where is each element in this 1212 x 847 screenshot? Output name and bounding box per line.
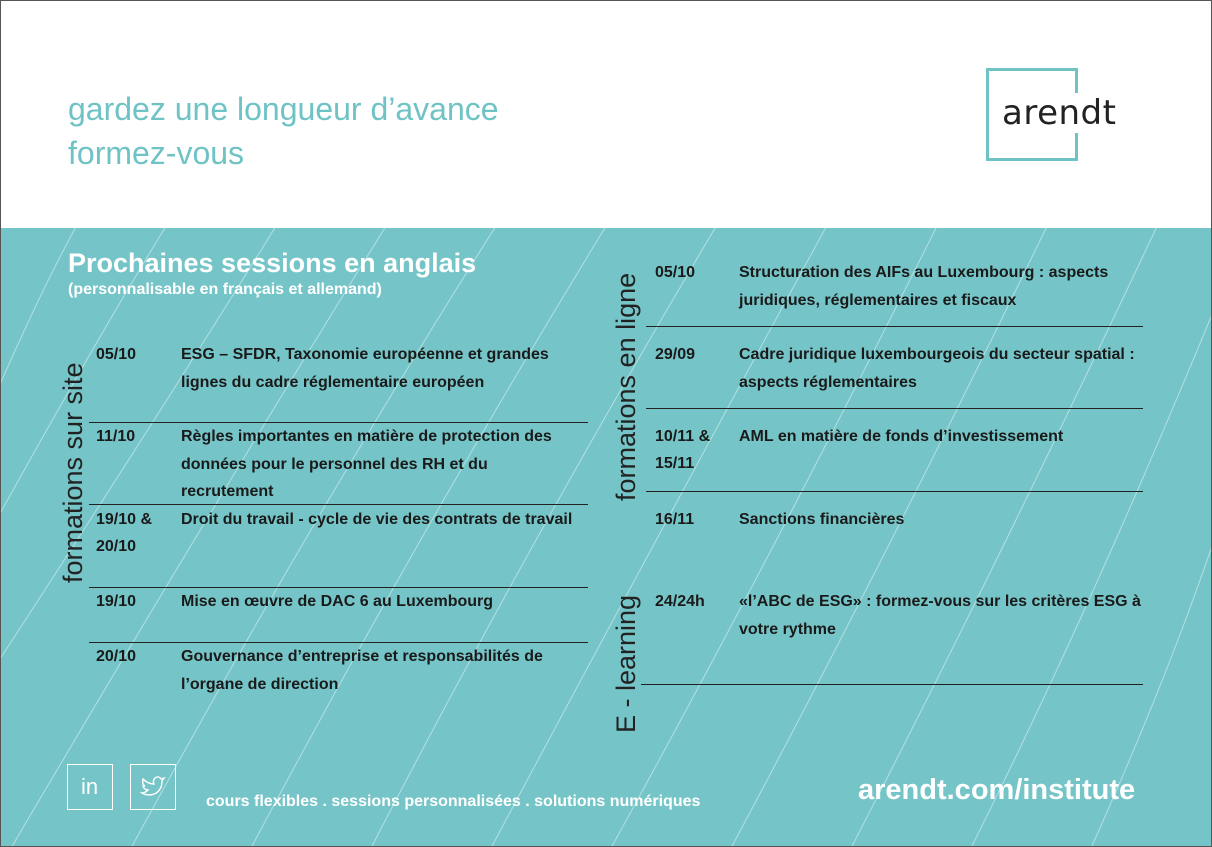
- session-title: Structuration des AIFs au Luxembourg : aspects juridiques, réglementaires et fiscaux: [739, 264, 1109, 309]
- separator: [646, 408, 1143, 409]
- tagline-line-2: formez-vous: [68, 135, 245, 171]
- session-row[interactable]: [655, 506, 1145, 546]
- session-row[interactable]: [655, 341, 1145, 407]
- session-date: 20/10: [96, 648, 137, 665]
- twitter-button[interactable]: [130, 764, 176, 810]
- twitter-icon: [131, 765, 174, 808]
- label-elearning: E - learning: [611, 594, 641, 733]
- header: [1, 1, 1212, 228]
- session-date: 10/11 & 15/11: [655, 428, 711, 472]
- linkedin-label: in: [80, 774, 99, 799]
- session-row[interactable]: [655, 588, 1145, 654]
- label-on-site: formations sur site: [58, 362, 88, 583]
- session-title: ESG – SFDR, Taxonomie européenne et grandes lignes du cadre réglementaire européen: [181, 346, 549, 391]
- session-row[interactable]: [96, 506, 576, 588]
- linkedin-button[interactable]: [67, 764, 113, 810]
- separator: [646, 491, 1143, 492]
- logo[interactable]: arendt: [1002, 93, 1117, 133]
- session-row[interactable]: [96, 341, 566, 423]
- session-date: 16/11: [655, 511, 695, 528]
- session-title: Sanctions financières: [739, 511, 905, 528]
- session-title: «l’ABC de ESG» : formez-vous sur les critères ESG à votre rythme: [739, 593, 1141, 638]
- session-date: 11/10: [96, 428, 136, 445]
- session-title: Cadre juridique luxembourgeois du secteur spatial : aspects réglementaires: [739, 346, 1135, 391]
- session-date: 19/10 & 20/10: [96, 511, 153, 555]
- section-subtitle: (personnalisable en français et allemand): [68, 281, 382, 298]
- session-row[interactable]: [96, 423, 576, 505]
- session-date: 05/10: [96, 346, 137, 363]
- session-date: 29/09: [655, 346, 696, 363]
- session-title: AML en matière de fonds d’investissement: [739, 428, 1064, 445]
- section-title: Prochaines sessions en anglais: [68, 248, 477, 278]
- label-online: formations en ligne: [611, 272, 641, 501]
- tagline: [68, 87, 499, 175]
- session-row[interactable]: [96, 588, 576, 638]
- session-row[interactable]: [655, 423, 1145, 489]
- session-title: Mise en œuvre de DAC 6 au Luxembourg: [181, 593, 494, 610]
- session-title: Règles importantes en matière de protection des données pour le personnel des RH et du recrutement: [181, 428, 552, 500]
- session-row[interactable]: [96, 643, 576, 703]
- footer-url-link[interactable]: arendt.com/institute: [858, 774, 1136, 806]
- session-title: Gouvernance d’entreprise et responsabilités de l’organe de direction: [181, 648, 543, 693]
- session-date: 24/24h: [655, 593, 705, 610]
- session-date: 05/10: [655, 264, 696, 281]
- separator: [89, 504, 588, 505]
- separator: [646, 326, 1143, 327]
- separator: [641, 684, 1143, 685]
- session-row[interactable]: [655, 259, 1145, 325]
- session-date: 19/10: [96, 593, 137, 610]
- session-title: Droit du travail - cycle de vie des contrats de travail: [181, 511, 573, 528]
- tagline-line-1: gardez une longueur d’avance: [68, 91, 499, 127]
- footer-tagline: cours flexibles . sessions personnalisées . solutions numériques: [206, 793, 701, 810]
- linkedin-icon: [68, 765, 111, 808]
